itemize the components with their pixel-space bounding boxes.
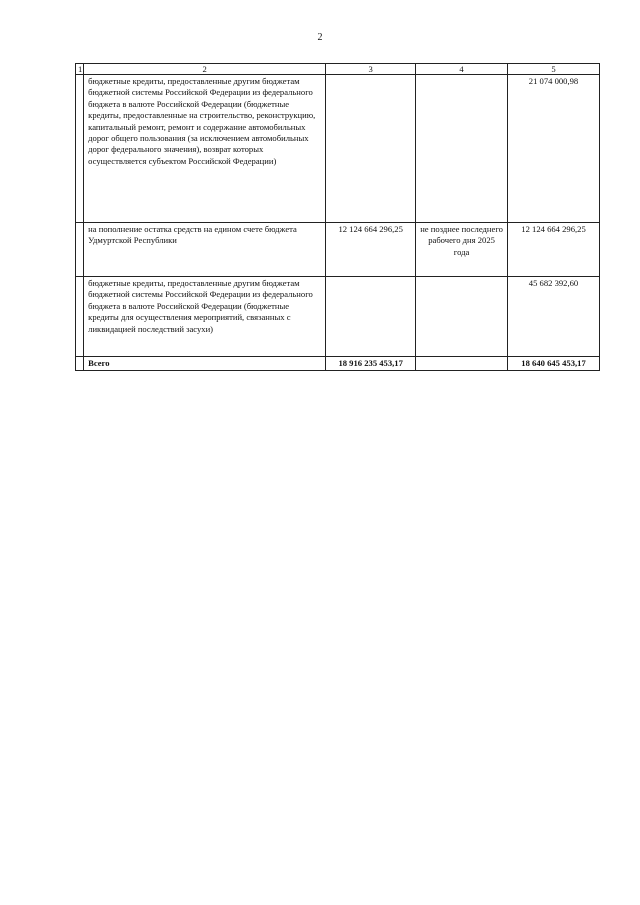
row-index-cell <box>76 223 84 277</box>
column-number-2: 2 <box>84 64 326 75</box>
total-label: Всего <box>84 357 326 371</box>
row-description: бюджетные кредиты, предоставленные другим бюджетам бюджетной системы Российской Федерации из федерального бюджета в валюте Российской Федерации (бюджетные кредиты, предоставленные на строительство, реконструкцию, капитальный ремонт, ремонт и содержание автомобильных дорог общего пользования (за исключением автомобильных дорог федерального значения), возврат которых осуществляется субъектом Российской Федерации) <box>84 75 326 223</box>
row-amount-col3: 12 124 664 296,25 <box>326 223 416 277</box>
row-deadline <box>416 277 508 357</box>
page-number: 2 <box>317 32 323 43</box>
row-deadline: не позднее последнего рабочего дня 2025 года <box>416 223 508 277</box>
row-amount-col5: 45 682 392,60 <box>508 277 600 357</box>
total-amount-col5: 18 640 645 453,17 <box>508 357 600 371</box>
budget-table <box>75 63 600 371</box>
row-description: на пополнение остатка средств на едином счете бюджета Удмуртской Республики <box>84 223 326 277</box>
column-number-row <box>76 64 600 75</box>
row-amount-col3 <box>326 277 416 357</box>
column-number-5: 5 <box>508 64 600 75</box>
column-number-3: 3 <box>326 64 416 75</box>
row-amount-col5: 21 074 000,98 <box>508 75 600 223</box>
column-number-4: 4 <box>416 64 508 75</box>
total-row <box>76 357 600 371</box>
row-description: бюджетные кредиты, предоставленные другим бюджетам бюджетной системы Российской Федерации из федерального бюджета в валюте Российской Федерации (бюджетные кредиты для осуществления мероприятий, связанных с ликвидацией последствий засухи) <box>84 277 326 357</box>
row-index-cell <box>76 277 84 357</box>
row-index-cell <box>76 75 84 223</box>
row-deadline <box>416 75 508 223</box>
row-amount-col3 <box>326 75 416 223</box>
total-amount-col3: 18 916 235 453,17 <box>326 357 416 371</box>
row-index-cell <box>76 357 84 371</box>
column-number-1: 1 <box>76 64 84 75</box>
table-row <box>76 223 600 277</box>
table-row <box>76 75 600 223</box>
total-col4 <box>416 357 508 371</box>
row-amount-col5: 12 124 664 296,25 <box>508 223 600 277</box>
table-row <box>76 277 600 357</box>
